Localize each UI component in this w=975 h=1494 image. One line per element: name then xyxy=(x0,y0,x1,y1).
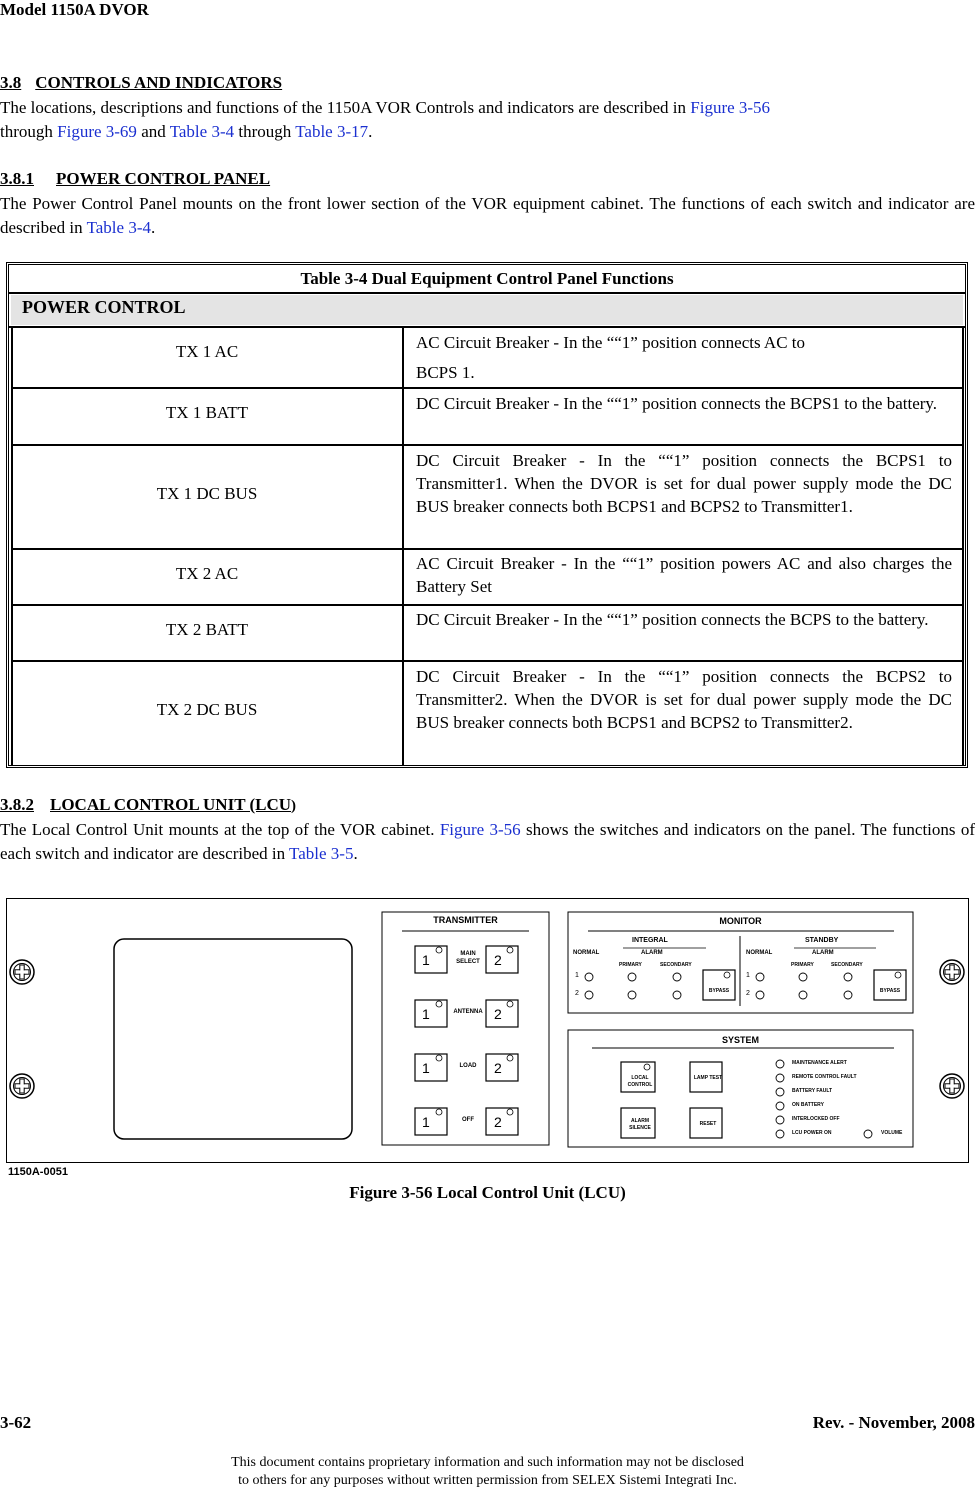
section-title: POWER CONTROL PANEL xyxy=(56,169,271,188)
section-3-8-1-heading xyxy=(0,169,270,189)
table-row-name: TX 2 BATT xyxy=(165,620,249,639)
link-figure-3-69[interactable]: Figure 3-69 xyxy=(57,122,137,141)
lamp-icon xyxy=(756,973,764,981)
lamp-icon xyxy=(628,991,636,999)
table-row-desc xyxy=(416,328,952,388)
para-text: through xyxy=(0,122,58,141)
table-row-name: TX 1 BATT xyxy=(165,403,249,422)
lamp-icon xyxy=(844,973,852,981)
para-text: . xyxy=(368,122,373,141)
tx-label-1: 1 xyxy=(422,1114,430,1130)
figure-caption: Figure 3-56 Local Control Unit (LCU) xyxy=(349,1183,626,1202)
integral-bypass-label: BYPASS xyxy=(708,988,730,994)
section-title: CONTROLS AND INDICATORS xyxy=(35,73,283,92)
table-row-desc: DC Circuit Breaker - In the ““1” position connects the BCPS1 to the battery. xyxy=(416,394,938,413)
table-row-name: TX 1 AC xyxy=(175,342,239,361)
monitor-title: MONITOR xyxy=(719,916,762,926)
lamp-icon xyxy=(507,1109,513,1115)
lamp-icon xyxy=(436,947,442,953)
lamp-icon xyxy=(644,1064,650,1070)
para-text: The Power Control Panel mounts on the front lower section of the VOR equipment cabinet. The functions of each switch and indicator are described in xyxy=(0,194,975,237)
table-row-desc: DC Circuit Breaker - In the ““1” position connects the BCPS to the battery. xyxy=(416,610,929,629)
lamp-test-label: LAMP TEST xyxy=(693,1075,723,1081)
lamp-icon xyxy=(436,1001,442,1007)
transmitter-panel xyxy=(382,912,549,1145)
page-number: 3-62 xyxy=(0,1413,32,1432)
screw-icon xyxy=(940,1074,964,1098)
link-figure-3-56[interactable]: Figure 3-56 xyxy=(439,820,521,839)
section-title-end: ) xyxy=(291,798,297,814)
lamp-icon xyxy=(776,1088,784,1096)
section-3-8-paragraph xyxy=(0,96,975,144)
tx-row-label-main-select: MAIN SELECT xyxy=(456,951,480,965)
table-rule xyxy=(11,548,964,550)
tx-label-2: 2 xyxy=(494,1060,502,1076)
tx-label-1: 1 xyxy=(422,1060,430,1076)
lamp-icon xyxy=(628,973,636,981)
table-group-header: POWER CONTROL xyxy=(22,297,186,317)
screw-icon xyxy=(940,960,964,984)
lamp-icon xyxy=(673,973,681,981)
table-row-desc: DC Circuit Breaker - In the ““1” position connects the BCPS1 to Transmitter1. When the DVOR is set for dual power supply mode the DC BUS breaker connects both BCPS1 and BCPS2 to Transmitter1. xyxy=(416,451,952,516)
link-table-3-5[interactable]: Table 3-5 xyxy=(289,844,354,863)
para-text: . xyxy=(353,844,358,863)
local-control-label: LOCAL CONTROL xyxy=(627,1075,653,1088)
integral-label: INTEGRAL xyxy=(632,937,668,944)
lamp-icon xyxy=(776,1116,784,1124)
table-rule xyxy=(11,660,964,662)
section-3-8-1-paragraph xyxy=(0,192,975,240)
section-3-8-2-paragraph xyxy=(0,818,975,866)
lamp-icon xyxy=(895,972,901,978)
volume-knob-icon[interactable] xyxy=(864,1130,872,1138)
section-3-8-2-heading xyxy=(0,795,296,815)
indicator-remote-control-fault: REMOTE CONTROL FAULT xyxy=(792,1074,857,1080)
tx-row-label-antenna: ANTENNA xyxy=(453,1009,483,1015)
system-title: SYSTEM xyxy=(721,1035,759,1045)
para-text: The locations, descriptions and functions of the 1150A VOR Controls and indicators are described in xyxy=(0,98,691,117)
table-row-name: TX 2 AC xyxy=(175,564,239,583)
link-table-3-4[interactable]: Table 3-4 xyxy=(169,122,235,141)
alarm-label: ALARM xyxy=(641,950,663,956)
tx-label-2: 2 xyxy=(494,1114,502,1130)
tx-label-1: 1 xyxy=(422,952,430,968)
table-inner-right xyxy=(962,326,964,765)
table-column-divider xyxy=(402,326,404,765)
volume-label: VOLUME xyxy=(881,1130,903,1136)
table-rule xyxy=(9,292,965,294)
para-text: through xyxy=(234,122,296,141)
section-number: 3.8.1 xyxy=(0,169,34,188)
lamp-icon xyxy=(756,991,764,999)
lamp-icon xyxy=(776,1130,784,1138)
normal-label: NORMAL xyxy=(746,950,773,956)
section-number: 3.8 xyxy=(0,73,22,92)
primary-label: PRIMARY xyxy=(619,962,642,968)
tx-label-1: 1 xyxy=(422,1006,430,1022)
table-rule xyxy=(11,604,964,606)
proprietary-notice-line-1: This document contains proprietary information and such information may not be disclosed xyxy=(231,1455,744,1470)
display-window xyxy=(114,939,352,1139)
standby-label: STANDBY xyxy=(805,937,839,944)
lamp-icon xyxy=(776,1060,784,1068)
lamp-icon xyxy=(799,973,807,981)
link-table-3-17[interactable]: Table 3-17 xyxy=(295,122,369,141)
para-text: . xyxy=(151,218,156,237)
tx-label-2: 2 xyxy=(494,952,502,968)
indicator-battery-fault: BATTERY FAULT xyxy=(792,1088,833,1094)
lamp-icon xyxy=(436,1055,442,1061)
lamp-icon xyxy=(844,991,852,999)
alarm-label: ALARM xyxy=(812,950,834,956)
table-row-desc: DC Circuit Breaker - In the ““1” position connects the BCPS2 to Transmitter2. When the DVOR is set for dual power supply mode the DC BUS breaker connects both BCPS1 and BCPS2 to Transmitter2. xyxy=(416,667,952,732)
table-row-name: TX 1 DC BUS xyxy=(156,484,258,503)
lamp-icon xyxy=(585,973,593,981)
desc-line: AC Circuit Breaker - In the ““1” position connects AC to xyxy=(416,333,806,352)
primary-label: PRIMARY xyxy=(791,962,814,968)
lamp-icon xyxy=(507,1001,513,1007)
lamp-icon xyxy=(585,991,593,999)
standby-bypass-label: BYPASS xyxy=(879,988,901,994)
lamp-icon xyxy=(776,1074,784,1082)
table-caption: Table 3-4 Dual Equipment Control Panel Functions xyxy=(300,269,674,288)
section-number: 3.8.2 xyxy=(0,795,34,814)
lamp-icon xyxy=(799,991,807,999)
drawing-id: 1150A-0051 xyxy=(8,1166,68,1178)
lamp-icon xyxy=(507,1055,513,1061)
lamp-icon xyxy=(776,1102,784,1110)
table-row-name: TX 2 DC BUS xyxy=(156,700,258,719)
monitor-row-2: 2 xyxy=(746,990,750,997)
indicator-lcu-power-on: LCU POWER ON xyxy=(792,1130,832,1136)
table-rule xyxy=(11,387,964,389)
tx-row-label-load: LOAD xyxy=(459,1063,477,1069)
secondary-label: SECONDARY xyxy=(660,962,692,968)
screw-icon xyxy=(10,960,34,984)
alarm-silence-label: ALARM SILENCE xyxy=(629,1118,651,1131)
desc-line: BCPS 1. xyxy=(416,363,475,382)
link-figure-3-56[interactable]: Figure 3-56 xyxy=(690,98,771,117)
section-title: LOCAL CONTROL UNIT (LCU xyxy=(50,795,292,814)
secondary-label: SECONDARY xyxy=(831,962,863,968)
proprietary-notice-line-2: to others for any purposes without written permission from SELEX Sistemi Integrati Inc. xyxy=(238,1473,737,1488)
indicator-on-battery: ON BATTERY xyxy=(792,1102,824,1108)
para-text: The Local Control Unit mounts at the top of the VOR cabinet. xyxy=(0,820,440,839)
lamp-icon xyxy=(436,1109,442,1115)
lamp-icon xyxy=(724,972,730,978)
para-text: shows the switches and indicators on the panel. The functions of each switch and indicator are described in xyxy=(0,820,975,863)
monitor-row-1: 1 xyxy=(575,972,579,979)
para-text: and xyxy=(136,122,170,141)
lamp-icon xyxy=(507,947,513,953)
section-3-8-heading xyxy=(0,73,282,93)
table-rule xyxy=(11,444,964,446)
monitor-row-2: 2 xyxy=(575,990,579,997)
transmitter-title: TRANSMITTER xyxy=(433,915,498,925)
tx-label-2: 2 xyxy=(494,1006,502,1022)
revision: Rev. - November, 2008 xyxy=(812,1413,975,1432)
link-table-3-4[interactable]: Table 3-4 xyxy=(86,218,151,237)
monitor-row-1: 1 xyxy=(746,972,750,979)
indicator-interlocked-off: INTERLOCKED OFF xyxy=(792,1116,840,1122)
tx-row-label-off: OFF xyxy=(462,1117,474,1123)
screw-icon xyxy=(10,1074,34,1098)
lamp-icon xyxy=(673,991,681,999)
normal-label: NORMAL xyxy=(573,950,600,956)
indicator-maintenance-alert: MAINTENANCE ALERT xyxy=(792,1060,847,1066)
table-row-desc: AC Circuit Breaker - In the ““1” position powers AC and also charges the Battery Set xyxy=(416,554,952,596)
document-header: Model 1150A DVOR xyxy=(0,0,149,19)
reset-label: RESET xyxy=(699,1121,717,1127)
